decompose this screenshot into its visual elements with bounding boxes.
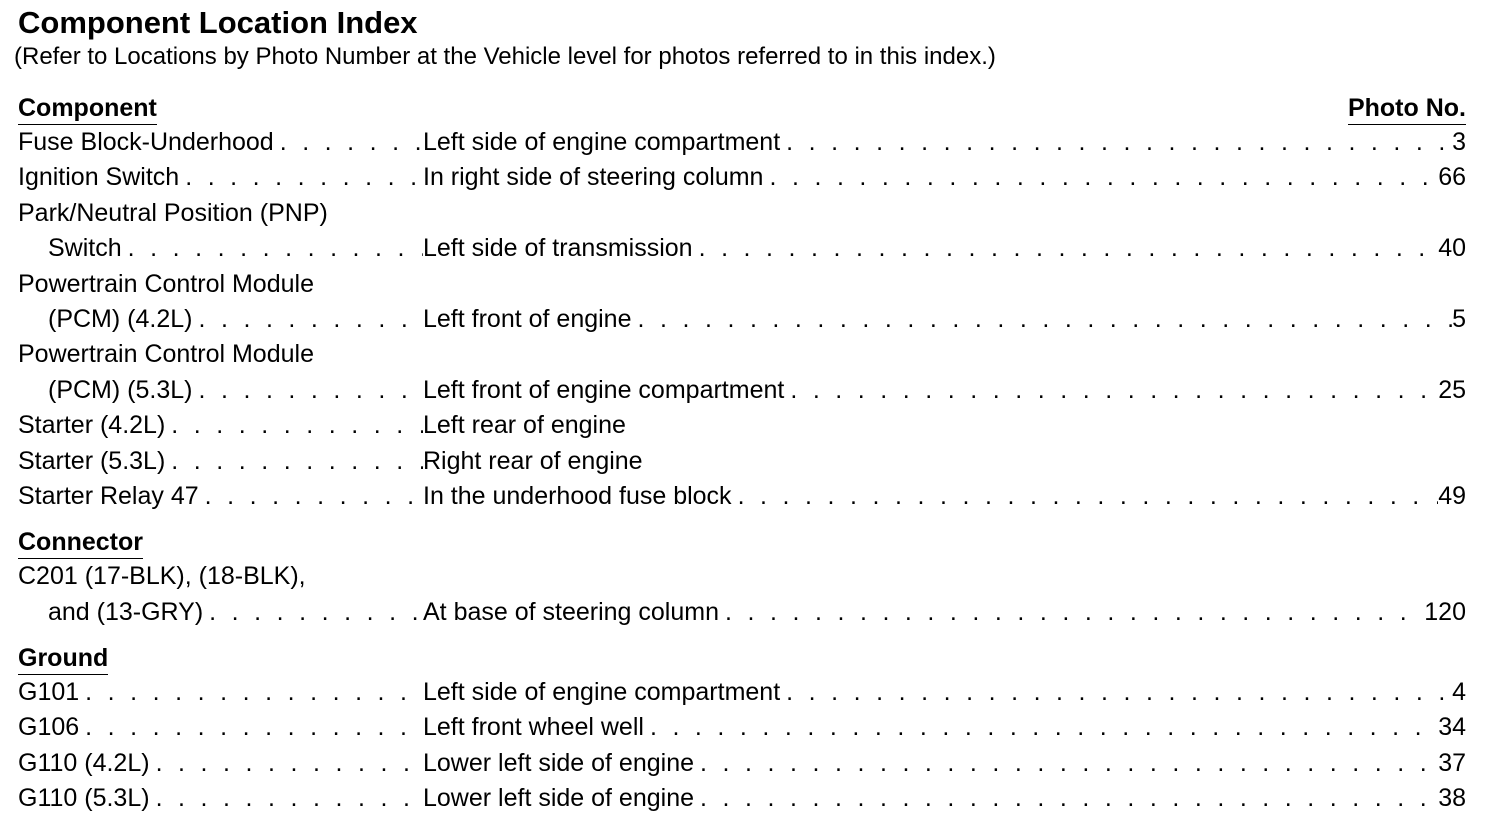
ground-name: G110 (5.3L) (18, 784, 150, 813)
component-location-index (14, 4, 1466, 817)
photo-number: 49 (1438, 481, 1466, 510)
photo-number: 38 (1438, 784, 1466, 813)
component-location: Left front of engine (423, 304, 632, 333)
index-row (18, 746, 1466, 781)
index-row (18, 302, 1466, 337)
component-name: (PCM) (5.3L) (48, 375, 193, 404)
photo-number: 34 (1438, 713, 1466, 742)
component-column-header: Component (18, 93, 157, 125)
component-name-line1: Park/Neutral Position (PNP) (18, 198, 328, 227)
component-name: Starter (5.3L) (18, 446, 166, 475)
photo-number: 5 (1452, 304, 1466, 333)
component-name: Starter Relay 47 (18, 481, 199, 510)
ground-name: G110 (4.2L) (18, 748, 150, 777)
index-row-continued-name (18, 196, 1466, 231)
photo-number: 3 (1452, 128, 1466, 156)
index-row (18, 781, 1466, 816)
component-section-header (18, 90, 1466, 125)
index-row (18, 125, 1466, 160)
index-row (18, 710, 1466, 745)
photo-number: 37 (1438, 748, 1466, 777)
component-name-line1: Powertrain Control Module (18, 340, 314, 369)
component-location: In right side of steering column (423, 163, 764, 192)
component-location: In the underhood fuse block (423, 481, 732, 510)
ground-location: Left side of engine compartment (423, 678, 781, 707)
component-name: (PCM) (4.2L) (48, 304, 193, 333)
index-row-continued-name (18, 267, 1466, 302)
index-row (18, 595, 1466, 630)
photo-number: 4 (1452, 678, 1466, 707)
component-location: Left side of engine compartment (423, 128, 781, 156)
connector-header: Connector (18, 527, 143, 559)
component-location: Left rear of engine (423, 411, 626, 440)
connector-name: and (13-GRY) (48, 597, 204, 626)
index-row (18, 160, 1466, 195)
ground-location: Left front wheel well (423, 713, 644, 742)
component-name: Switch (48, 234, 122, 263)
component-name-line1: Powertrain Control Module (18, 269, 314, 298)
ground-header: Ground (18, 643, 108, 675)
index-row-continued-name (18, 337, 1466, 372)
index-row (18, 231, 1466, 266)
component-name: Fuse Block-Underhood (18, 128, 274, 156)
photo-no-column-header: Photo No. (1348, 93, 1466, 125)
index-row (18, 373, 1466, 408)
photo-number: 66 (1438, 163, 1466, 192)
page-subtitle: (Refer to Locations by Photo Number at the Vehicle level for photos referred to in this index.) (14, 43, 996, 70)
ground-location: Lower left side of engine (423, 748, 695, 777)
connector-section-header (18, 524, 1466, 559)
index-row (18, 479, 1466, 514)
index-row (18, 675, 1466, 710)
ground-name: G106 (18, 713, 80, 742)
page-title: Component Location Index (18, 5, 418, 40)
component-location: Right rear of engine (423, 446, 643, 475)
component-name: Ignition Switch (18, 163, 180, 192)
photo-number: 40 (1438, 234, 1466, 263)
ground-section-header (18, 640, 1466, 675)
photo-number: 120 (1424, 597, 1466, 626)
component-location: Left front of engine compartment (423, 375, 785, 404)
index-row (18, 444, 1466, 479)
index-row-continued-name (18, 559, 1466, 594)
component-location: Left side of transmission (423, 234, 693, 263)
connector-name-line1: C201 (17-BLK), (18-BLK), (18, 562, 306, 591)
ground-location: Lower left side of engine (423, 784, 695, 813)
connector-location: At base of steering column (423, 597, 719, 626)
photo-number: 25 (1438, 375, 1466, 404)
ground-name: G101 (18, 678, 80, 707)
index-row (18, 408, 1466, 443)
component-name: Starter (4.2L) (18, 411, 166, 440)
